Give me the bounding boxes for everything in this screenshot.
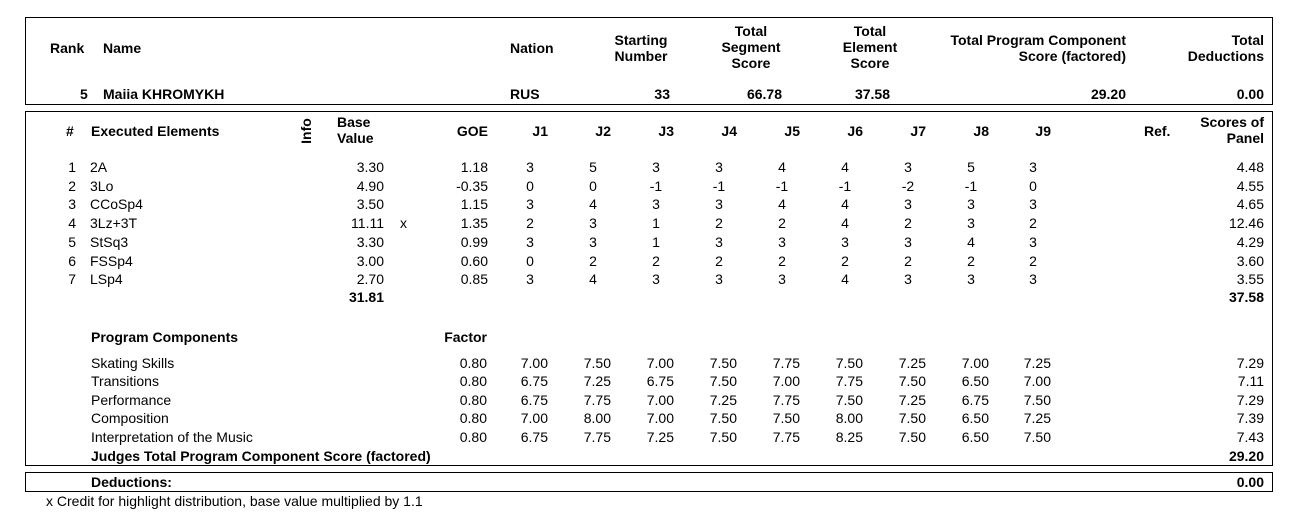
element-judge-score: -2 [901,177,915,194]
element-judge-score: 2 [1029,252,1037,269]
element-judge-score: 0 [1029,177,1037,194]
component-judge-score: 7.50 [709,355,737,371]
element-judge-score: 3 [778,271,786,288]
element-judge-score: 3 [778,233,786,250]
component-judge-score: 7.25 [583,373,611,390]
component-panel-score: 7.29 [1236,355,1264,371]
element-judge-score: 3 [1029,233,1037,250]
element-judge-score: 3 [526,196,534,213]
element-judge-score: 3 [904,196,912,213]
component-judge-score: 7.75 [583,428,611,445]
component-judge-score: 7.00 [520,410,548,427]
component-judge-score: 7.50 [835,355,863,371]
element-judge-score: 3 [652,271,660,288]
component-factor: 0.80 [459,428,487,445]
element-judge-score: 2 [904,215,912,232]
element-judge-score: 1 [652,215,660,232]
element-goe: 1.18 [460,159,488,175]
element-judge-score: 3 [715,196,723,213]
element-judge-score: -1 [775,177,789,194]
element-judge-score: 2 [778,252,786,269]
element-goe: 1.15 [460,196,488,213]
element-number-header: # [66,123,74,139]
element-judge-score: 2 [841,252,849,269]
element-panel-score: 4.55 [1236,177,1264,194]
element-panel-score: 4.65 [1236,196,1264,213]
judge-header-6: J6 [847,123,863,139]
component-judge-score: 7.25 [1023,410,1051,427]
skater-rank: 5 [80,86,88,102]
component-name: Interpretation of the Music [91,428,253,445]
ref-header: Ref. [1144,123,1171,139]
element-goe: -0.35 [456,177,488,194]
element-judge-score: 4 [841,159,849,175]
element-judge-score: 4 [841,271,849,288]
element-panel-score: 4.29 [1236,233,1264,250]
element-judge-score: 0 [526,177,534,194]
total-segment-score-header: Total Segment Score [721,23,781,71]
component-panel-score: 7.43 [1236,428,1264,445]
total-element-score-header: Total Element Score [842,23,898,71]
element-judge-score: 3 [715,159,723,175]
element-judge-score: 2 [778,215,786,232]
executed-elements-header: Executed Elements [91,123,220,139]
base-value-header: Base Value [337,114,374,146]
element-judge-score: 4 [841,215,849,232]
skater-name: Maiia KHROMYKH [103,86,225,102]
component-name: Skating Skills [91,355,175,371]
skater-tss: 66.78 [746,86,782,102]
pcs-total-value: 29.20 [1228,448,1264,464]
component-judge-score: 7.50 [709,373,737,390]
element-name: 3Lo [90,177,114,194]
total-pcs-header: Total Program Component Score (factored) [950,32,1126,64]
element-judge-score: 4 [589,271,597,288]
element-base-value: 3.50 [356,196,384,213]
element-goe: 0.99 [460,233,488,250]
starting-number-header: Starting Number [614,32,668,64]
element-judge-score: -1 [838,177,852,194]
elements-total-base: 31.81 [348,289,384,305]
component-name: Performance [91,391,172,408]
component-judge-score: 7.50 [772,410,800,427]
element-judge-score: -1 [649,177,663,194]
element-judge-score: 2 [1029,215,1037,232]
element-name: 2A [90,159,108,175]
deductions-box [25,472,1273,492]
goe-header: GOE [456,123,488,139]
element-panel-score: 3.55 [1236,271,1264,288]
judge-header-5: J5 [784,123,800,139]
element-judge-score: 3 [904,159,912,175]
component-judge-score: 7.50 [898,373,926,390]
nation-header: Nation [510,40,554,56]
judge-header-1: J1 [532,123,548,139]
component-name: Composition [91,410,169,427]
element-judge-score: 3 [652,159,660,175]
pcs-total-label: Judges Total Program Component Score (factored) [91,448,431,464]
element-name: StSq3 [90,233,129,250]
element-judge-score: 2 [904,252,912,269]
component-judge-score: 7.50 [709,428,737,445]
component-judge-score: 7.25 [709,391,737,408]
rank-header: Rank [50,40,85,56]
component-panel-score: 7.39 [1236,410,1264,427]
component-judge-score: 7.75 [772,355,800,371]
element-judge-score: 3 [589,233,597,250]
element-goe: 0.85 [460,271,488,288]
component-judge-score: 7.50 [1023,391,1051,408]
component-judge-score: 7.00 [772,373,800,390]
element-number: 5 [68,233,76,250]
element-judge-score: -1 [712,177,726,194]
judge-header-4: J4 [721,123,737,139]
component-panel-score: 7.29 [1236,391,1264,408]
component-judge-score: 7.00 [520,355,548,371]
element-judge-score: 0 [589,177,597,194]
element-judge-score: 2 [715,252,723,269]
element-judge-score: 3 [652,196,660,213]
element-base-value: 4.90 [356,177,384,194]
element-judge-score: 4 [967,233,975,250]
component-judge-score: 8.25 [835,428,863,445]
element-judge-score: 5 [589,159,597,175]
component-judge-score: 7.25 [898,391,926,408]
element-judge-score: 2 [652,252,660,269]
element-judge-score: 3 [841,233,849,250]
component-judge-score: 6.50 [961,428,989,445]
element-judge-score: 3 [904,233,912,250]
element-base-value: 3.30 [356,233,384,250]
program-components-title: Program Components [91,329,239,345]
element-judge-score: 1 [652,233,660,250]
element-number: 7 [68,271,76,288]
skater-starting-number: 33 [654,86,670,102]
element-judge-score: 2 [967,252,975,269]
skater-deductions: 0.00 [1236,86,1264,102]
component-panel-score: 7.11 [1237,373,1264,390]
factor-header: Factor [444,329,487,345]
element-number: 4 [68,215,76,232]
component-judge-score: 8.00 [835,410,863,427]
elements-total-panel: 37.58 [1228,289,1264,305]
element-judge-score: 3 [526,271,534,288]
element-goe: 1.35 [460,215,488,232]
component-judge-score: 7.75 [772,428,800,445]
element-number: 2 [68,177,76,194]
footnote: x Credit for highlight distribution, base value multiplied by 1.1 [46,493,423,509]
component-judge-score: 7.50 [898,410,926,427]
component-judge-score: 7.00 [646,410,674,427]
element-judge-score: 3 [589,215,597,232]
element-judge-score: 3 [904,271,912,288]
judge-header-7: J7 [910,123,926,139]
element-judge-score: -1 [964,177,978,194]
element-judge-score: 3 [1029,196,1037,213]
component-judge-score: 7.50 [898,428,926,445]
component-judge-score: 6.75 [520,373,548,390]
element-panel-score: 4.48 [1236,159,1264,175]
element-judge-score: 0 [526,252,534,269]
element-judge-score: 2 [589,252,597,269]
element-base-value: 2.70 [356,271,384,288]
judge-header-2: J2 [595,123,611,139]
element-judge-score: 3 [1029,159,1037,175]
component-judge-score: 7.00 [646,355,674,371]
deductions-label: Deductions: [91,474,172,490]
component-judge-score: 6.50 [961,373,989,390]
name-header: Name [103,40,142,56]
element-number: 1 [68,159,76,175]
info-header: Info [298,118,314,144]
element-judge-score: 3 [526,159,534,175]
element-judge-score: 3 [967,215,975,232]
component-factor: 0.80 [459,355,487,371]
deductions-value: 0.00 [1236,474,1264,490]
component-judge-score: 7.50 [835,391,863,408]
component-judge-score: 6.75 [646,373,674,390]
component-factor: 0.80 [459,391,487,408]
element-judge-score: 4 [589,196,597,213]
component-judge-score: 7.50 [709,410,737,427]
element-x-marker: x [400,215,407,232]
judge-header-9: J9 [1035,123,1051,139]
element-number: 3 [68,196,76,213]
component-judge-score: 8.00 [583,410,611,427]
component-judge-score: 6.75 [520,428,548,445]
element-judge-score: 3 [967,196,975,213]
skater-nation: RUS [510,86,540,102]
skater-pcs: 29.20 [1090,86,1126,102]
component-judge-score: 7.50 [1023,428,1051,445]
component-judge-score: 7.25 [1023,355,1051,371]
component-judge-score: 7.00 [1023,373,1051,390]
element-judge-score: 3 [967,271,975,288]
component-factor: 0.80 [459,373,487,390]
element-judge-score: 3 [526,233,534,250]
element-number: 6 [68,252,76,269]
component-factor: 0.80 [459,410,487,427]
element-judge-score: 3 [1029,271,1037,288]
element-judge-score: 4 [778,159,786,175]
element-judge-score: 4 [841,196,849,213]
component-name: Transitions [91,373,159,390]
component-judge-score: 6.75 [961,391,989,408]
skater-tes: 37.58 [854,86,890,102]
judge-header-3: J3 [658,123,674,139]
element-base-value: 3.30 [356,159,384,175]
element-judge-score: 3 [715,233,723,250]
element-base-value: 3.00 [356,252,384,269]
component-judge-score: 7.75 [772,391,800,408]
element-judge-score: 2 [715,215,723,232]
component-judge-score: 7.75 [583,391,611,408]
element-judge-score: 2 [526,215,534,232]
component-judge-score: 7.75 [835,373,863,390]
component-judge-score: 7.50 [583,355,611,371]
element-panel-score: 3.60 [1236,252,1264,269]
element-base-value: 11.11 [351,215,384,232]
element-panel-score: 12.46 [1228,215,1264,232]
component-judge-score: 6.75 [520,391,548,408]
judge-header-8: J8 [973,123,989,139]
component-judge-score: 7.00 [961,355,989,371]
element-judge-score: 5 [967,159,975,175]
component-judge-score: 7.25 [898,355,926,371]
component-judge-score: 7.00 [646,391,674,408]
element-judge-score: 4 [778,196,786,213]
element-goe: 0.60 [460,252,488,269]
total-deductions-header: Total Deductions [1187,32,1264,64]
element-name: FSSp4 [90,252,133,269]
component-judge-score: 6.50 [961,410,989,427]
element-name: 3Lz+3T [90,215,138,232]
scores-of-panel-header: Scores of Panel [1200,114,1264,146]
component-judge-score: 7.25 [646,428,674,445]
element-judge-score: 3 [715,271,723,288]
element-name: CCoSp4 [90,196,143,213]
element-name: LSp4 [90,271,123,288]
